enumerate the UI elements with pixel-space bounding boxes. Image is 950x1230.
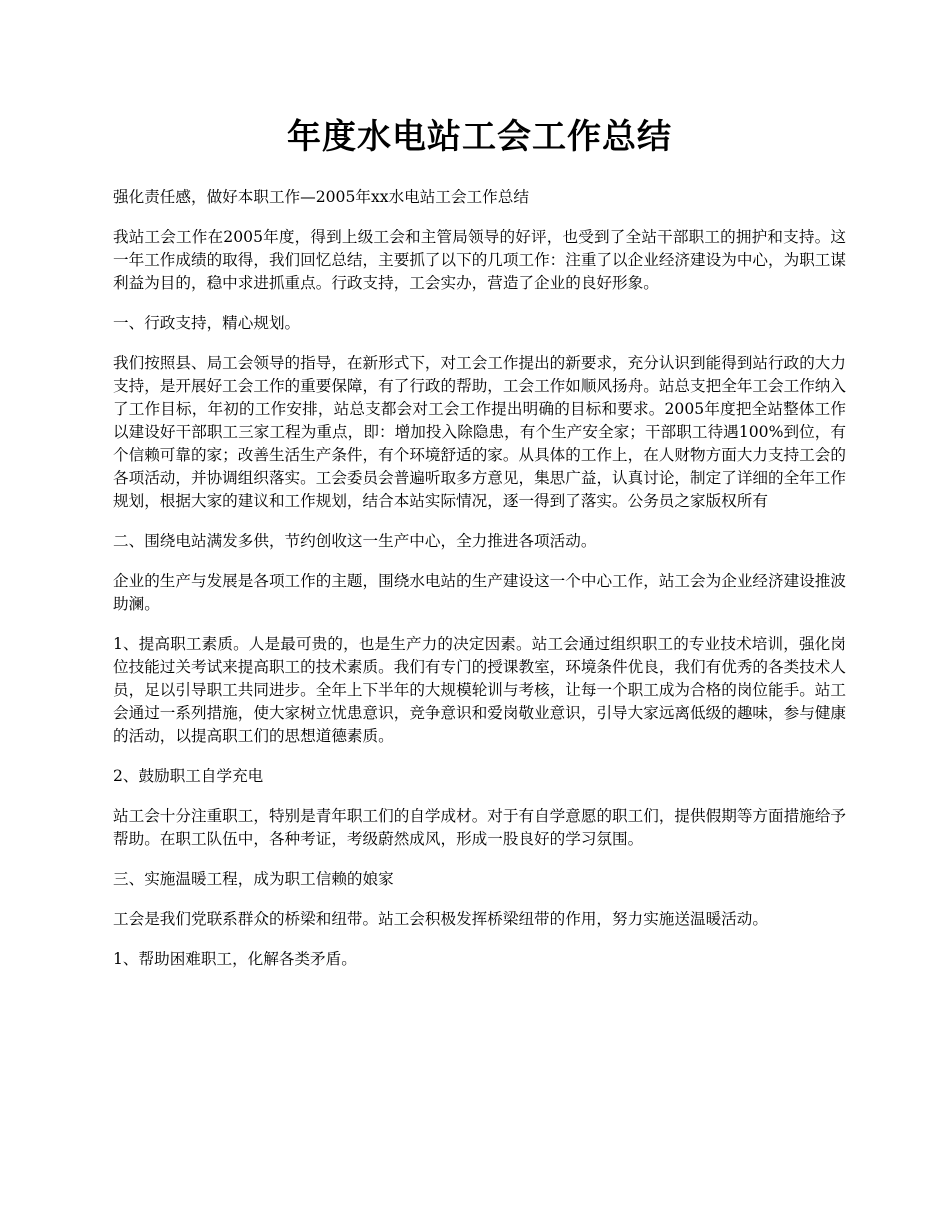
section-2-paragraph: 企业的生产与发展是各项工作的主题，围绕水电站的生产建设这一个中心工作，站工会为企业经济建设推波助澜。: [113, 572, 846, 613]
section-heading-1: 一、行政支持，精心规划。: [113, 314, 301, 332]
item-2-paragraph: 站工会十分注重职工，特别是青年职工们的自学成材。对于有自学意愿的职工们，提供假期等方面措施给予帮助。在职工队伍中，各种考证，考级蔚然成风，形成一股良好的学习氛围。: [113, 807, 846, 848]
section-3-paragraph: 工会是我们党联系群众的桥梁和纽带。站工会积极发挥桥梁纽带的作用，努力实施送温暖活动。: [113, 910, 768, 928]
item-2-heading: 2、鼓励职工自学充电: [113, 767, 264, 785]
section-3-item-1-heading: 1、帮助困难职工，化解各类矛盾。: [113, 950, 357, 968]
section-heading-2: 二、围绕电站满发多供，节约创收这一生产中心，全力推进各项活动。: [113, 532, 597, 550]
subtitle-paragraph: 强化责任感，做好本职工作—2005年xx水电站工会工作总结: [113, 188, 529, 206]
section-1-paragraph: 我们按照县、局工会领导的指导，在新形式下，对工会工作提出的新要求，充分认识到能得到站行政的大力支持，是开展好工会工作的重要保障，有了行政的帮助，工会工作如顺风扬舟。站总支把全年工会工作纳入了工作目标，年初的工作安排，站总支都会对工会工作提出明确的目标和要求。2005年度把全站整体工作以建设好干部职工三家工程为重点，即：增加投入除隐患，有个生产安全家；干部职工待遇100%到位，有个信赖可靠的家；改善生活生产条件，有个环境舒适的家。从具体的工作上，在人财物方面大力支持工会的各项活动，并协调组织落实。工会委员会普遍听取多方意见，集思广益，认真讨论，制定了详细的全年工作规划，根据大家的建议和工作规划，结合本站实际情况，逐一得到了落实。公务员之家版权所有: [113, 354, 846, 510]
section-heading-3: 三、实施温暖工程，成为职工信赖的娘家: [113, 870, 394, 888]
intro-paragraph: 我站工会工作在2005年度，得到上级工会和主管局领导的好评，也受到了全站干部职工的拥护和支持。这一年工作成绩的取得，我们回忆总结，主要抓了以下的几项工作：注重了以企业经济建设为中心，为职工谋利益为目的，稳中求进抓重点。行政支持，工会实办，营造了企业的良好形象。: [113, 228, 846, 292]
document-title: 年度水电站工会工作总结: [287, 117, 672, 157]
item-1-paragraph: 1、提高职工素质。人是最可贵的，也是生产力的决定因素。站工会通过组织职工的专业技术培训，强化岗位技能过关考试来提高职工的技术素质。我们有专门的授课教室，环境条件优良，我们有优秀的各类技术人员，足以引导职工共同进步。全年上下半年的大规模轮训与考核，让每一个职工成为合格的岗位能手。站工会通过一系列措施，使大家树立忧患意识，竞争意识和爱岗敬业意识，引导大家远离低级的趣味，参与健康的活动，以提高职工们的思想道德素质。: [113, 635, 846, 745]
